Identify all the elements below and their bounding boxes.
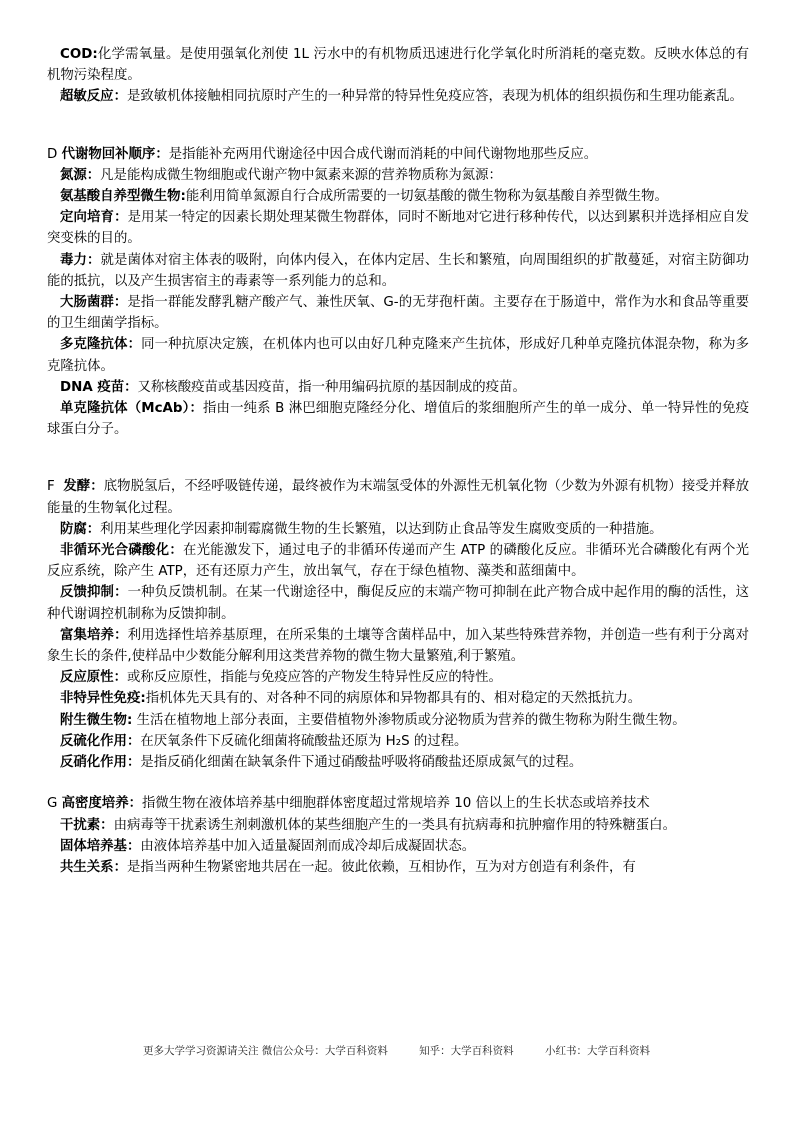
glossary-term: 共生关系 [60,859,114,875]
glossary-definition: 能利用简单氮源自行合成所需要的一切氨基酸的微生物称为氨基酸自养型微生物。 [185,189,668,205]
glossary-term: DNA 疫苗 [60,379,125,395]
glossary-entry [47,688,749,709]
term-separator: ： [86,167,101,183]
glossary-term: 代谢物回补顺序 [61,146,156,162]
section-spacer [47,440,749,476]
term-separator: ： [100,817,114,833]
term-separator: ： [114,210,128,226]
glossary-entry [47,292,749,334]
glossary-entry [47,519,749,540]
glossary-entry [47,667,749,688]
glossary-term: 氨基酸自养型微生物 [60,189,181,205]
glossary-term: 发酵 [63,479,91,495]
glossary-term: 定向培育 [60,210,115,226]
glossary-section [47,793,749,878]
glossary-definition: 又称核酸疫苗或基因疫苗，指一种用编码抗原的基因制成的疫苗。 [137,379,526,395]
glossary-entry [47,625,749,667]
section-letter: D [47,146,62,162]
glossary-entry [47,815,749,836]
glossary-entry [47,165,749,186]
page-footer [0,1043,793,1058]
glossary-definition: 同一种抗原决定簇，在机体内也可以由好几种克隆来产生抗体，形成好几种单克隆抗体混杂物，称为多克隆抗体。 [47,337,750,374]
glossary-definition: 利用选择性培养基原理，在所采集的土壤等含菌样品中，加入某些特殊营养物，并创造一些有利于分离对象生长的条件,使样品中少数能分解利用这类营养物的微生物大量繁殖,利于繁殖。 [47,627,750,665]
glossary-term: 防腐 [60,521,87,537]
glossary-definition: 一种负反馈机制。在某一代谢途径中，酶促反应的末端产物可抑制在此产物合成中起作用的酶的活性，这种代谢调控机制称为反馈抑制。 [47,585,750,622]
glossary-entry [47,582,749,624]
glossary-term: 氮源 [60,167,87,183]
glossary-definition: 指机体先天具有的、对各种不同的病原体和异物都具有的、相对稳定的天然抵抗力。 [145,691,642,707]
glossary-entry [47,44,749,86]
glossary-entry [47,752,749,773]
term-separator: ： [86,521,101,537]
glossary-definition: 在光能激发下，通过电子的非循环传递而产生 ATP 的磷酸化反应。非循环光合磷酸化有两个光反应系统，除产生 ATP，还有还原力产生，放出氧气，存在于绿色植物、藻类和蓝细菌中。 [47,543,750,580]
glossary-term: 干扰素 [60,817,101,833]
glossary-definition: 指微生物在液体培养基中细胞群体密度超过常规培养 10 倍以上的生长状态或培养技术 [141,796,650,812]
term-separator: ： [127,337,142,353]
term-separator: ： [113,859,127,875]
glossary-entry [47,540,749,582]
glossary-definition: 由液体培养基中加入适量凝固剂而成冷却后成凝固状态。 [140,838,476,854]
glossary-entry [47,398,749,440]
section-letter: G [47,796,62,812]
glossary-term: 反馈抑制 [60,585,115,601]
term-separator: : [140,691,146,707]
glossary-definition: 或称反应原性，指能与免疫应答的产物发生特异性反应的特性。 [126,670,502,686]
term-separator: ： [126,838,141,854]
footer-wechat: 更多大学学习资源请关注 微信公众号：大学百科资料 [142,1045,388,1057]
term-separator: ： [126,755,141,771]
term-separator: : [180,189,186,205]
term-separator: ： [124,379,138,395]
glossary-definition: 利用某些理化学因素抑制霉腐微生物的生长繁殖，以达到防止食品等发生腐败变质的一种措施。 [100,521,663,537]
glossary-term: 固体培养基 [60,838,127,854]
term-separator: ： [114,585,128,601]
term-separator: ： [114,627,128,643]
term-separator: ： [113,670,127,686]
term-separator: ： [90,479,104,495]
glossary-term: 非特异性免疫 [60,691,141,707]
glossary-definition: 凡是能构成微生物细胞或代谢产物中氮素来源的营养物质称为氮源： [100,167,502,183]
glossary-term: COD [60,47,93,62]
glossary-entry [47,731,749,752]
glossary-term: 高密度培养 [61,796,129,812]
glossary-definition: 是指一群能发酵乳糖产酸产气、兼性厌氧、G-的无芽孢杆菌。主要存在于肠道中，常作为水和食品等重要的卫生细菌学指标。 [47,295,749,332]
glossary-definition: 是指能补充两用代谢途径中因合成代谢而消耗的中间代谢物地那些反应。 [168,146,598,162]
section-spacer [47,773,749,793]
glossary-entry [47,793,749,814]
footer-xiaohongshu: 小红书：大学百科资料 [545,1045,651,1057]
glossary-entry [47,836,749,857]
glossary-entry [47,377,749,398]
glossary-definition: 生活在植物地上部分表面，主要借植物外渗物质或分泌物质为营养的微生物称为附生微生物。 [132,712,686,728]
term-separator: ： [155,146,169,162]
footer-zhihu: 知乎：大学百科资料 [419,1045,514,1057]
glossary-entry [47,476,749,518]
glossary-entry [47,857,749,878]
term-separator: ： [128,796,142,812]
glossary-entry [47,250,749,292]
term-separator: : [92,47,98,62]
glossary-entry [47,207,749,249]
glossary-term: 反应原性 [60,670,114,686]
glossary-entry [47,86,749,107]
section-spacer [47,108,749,144]
glossary-definition: 化学需氧量。是使用强氧化剂使 1L 污水中的有机物质迅速进行化学氧化时所消耗的毫克数。反映水体总的有机物污染程度。 [47,47,749,84]
term-separator: ： [189,401,204,417]
section-letter: F [47,479,64,495]
glossary-definition: 指由一纯系 B 淋巴细胞克隆经分化、增值后的浆细胞所产生的单一成分、单一特异性的免疫球蛋白分子。 [47,401,750,438]
glossary-term: 富集培养 [60,627,115,643]
glossary-term: 反硫化作用 [60,733,127,749]
term-separator: ： [169,543,183,559]
glossary-entry [47,334,749,376]
term-separator: ： [87,252,101,268]
glossary-entry [47,144,749,165]
glossary-entry [47,710,749,731]
glossary-definition: 在厌氧条件下反硫化细菌将硫酸盐还原为 H₂S 的过程。 [140,733,468,749]
term-separator: : [126,712,133,728]
glossary-section [47,44,749,108]
glossary-term: 大肠菌群 [60,295,114,311]
glossary-term: 超敏反应 [60,89,114,105]
term-separator: ： [113,89,127,105]
glossary-term: 单克隆抗体（McAb） [60,401,190,417]
glossary-term: 非循环光合磷酸化 [60,543,170,559]
glossary-definition: 是致敏机体接触相同抗原时产生的一种异常的特异性免疫应答，表现为机体的组织损伤和生理功能紊乱。 [126,89,743,105]
glossary-definition: 就是菌体对宿主体表的吸附，向体内侵入，在体内定居、生长和繁殖，向周围组织的扩散蔓延，对宿主防御功能的抵抗，以及产生损害宿主的毒素等一系列能力的总和。 [47,252,750,289]
term-separator: ： [126,733,141,749]
glossary-term: 多克隆抗体 [60,337,128,353]
term-separator: ： [113,295,128,311]
glossary-definition: 由病毒等干扰素诱生剂刺激机体的某些细胞产生的一类具有抗病毒和抗肿瘤作用的特殊糖蛋白。 [113,817,676,833]
glossary-definition: 是指反硝化细菌在缺氧条件下通过硝酸盐呼吸将硝酸盐还原成氮气的过程。 [140,755,583,771]
glossary-section [47,144,749,441]
glossary-definition: 底物脱氢后，不经呼吸链传递，最终被作为末端氢受体的外源性无机氧化物（少数为外源有机物）接受并释放能量的生物氧化过程。 [47,479,750,516]
glossary-entry [47,186,749,207]
glossary-term: 反硝化作用 [60,755,127,771]
glossary-section [47,476,749,773]
glossary-definition: 是用某一特定的因素长期处理某微生物群体，同时不断地对它进行移种传代，以达到累积并选择相应自发突变株的目的。 [47,210,750,247]
glossary-term: 毒力 [60,252,88,268]
glossary-term: 附生微生物 [60,712,127,728]
glossary-definition: 是指当两种生物紧密地共居在一起。彼此依赖，互相协作，互为对方创造有利条件，有 [126,859,636,875]
glossary-body [47,44,749,878]
